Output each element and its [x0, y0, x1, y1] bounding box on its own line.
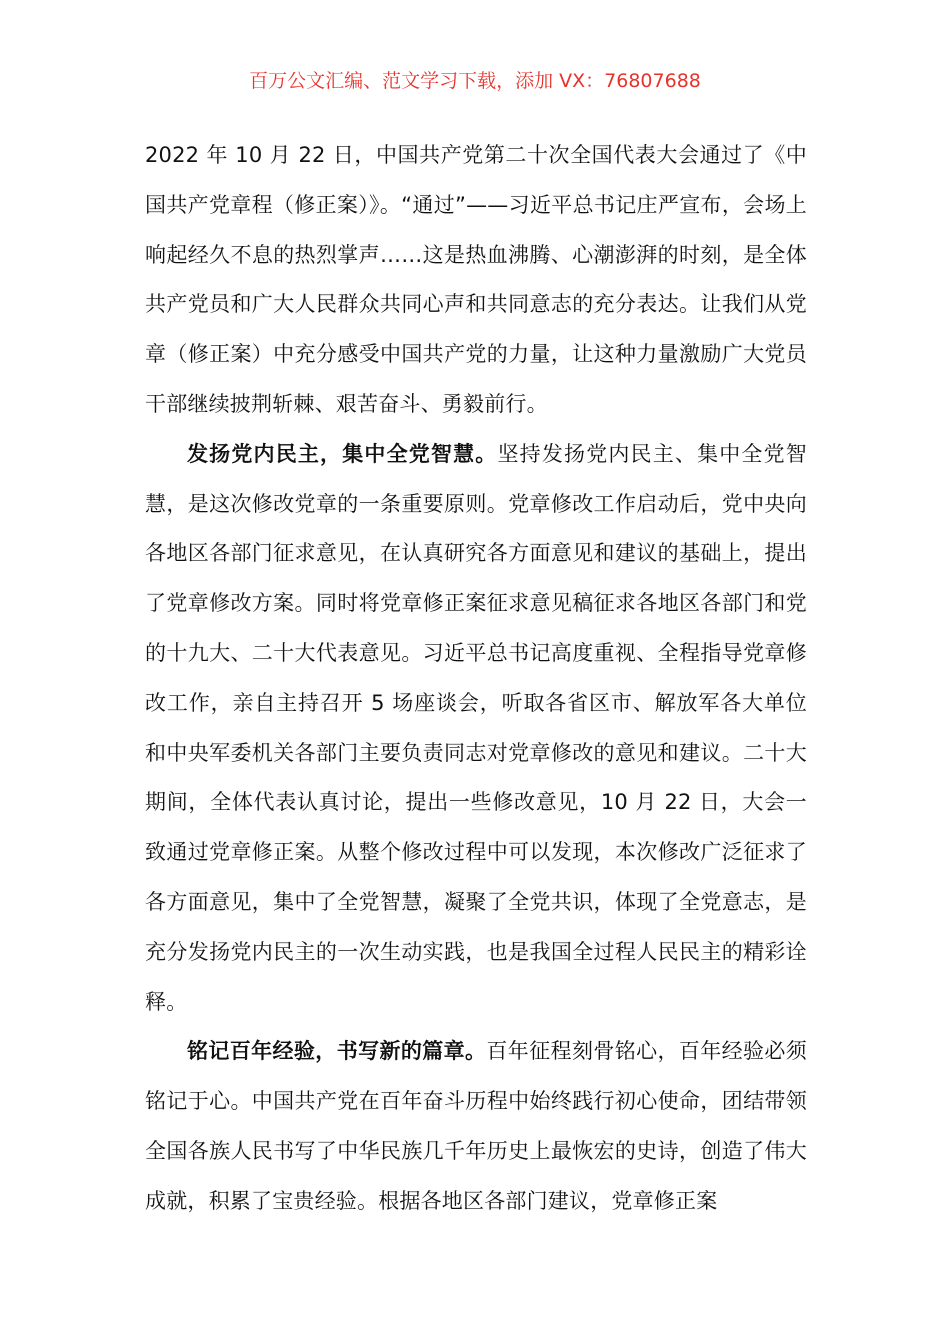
paragraph-lead-heading: 发扬党内民主，集中全党智慧。: [187, 441, 498, 466]
paragraph-party-democracy: [145, 430, 807, 1028]
paragraph-text: 百年征程刻骨铭心，百年经验必须铭记于心。中国共产党在百年奋斗历程中始终践行初心使命，团结带领全国各族人民书写了中华民族几千年历史上最恢宏的史诗，创造了伟大成就，积累了宝贵经验。根据各地区各部门建议，党章修正案: [145, 1039, 807, 1213]
paragraph-century-experience: [145, 1027, 807, 1226]
paragraph-text: 2022 年 10 月 22 日，中国共产党第二十次全国代表大会通过了《中国共产党章程（修正案）》。“通过”——习近平总书记庄严宣布，会场上响起经久不息的热烈掌声……这是热血沸腾、心潮澎湃的时刻，是全体共产党员和广大人民群众共同心声和共同意志的充分表达。让我们从党章（修正案）中充分感受中国共产党的力量，让这种力量激励广大党员干部继续披荆斩棘、艰苦奋斗、勇毅前行。: [145, 143, 807, 416]
paragraph-intro: [145, 131, 807, 430]
watermark-header: 百万公文汇编、范文学习下载，添加 VX：76807688: [249, 70, 701, 92]
paragraph-text: 坚持发扬党内民主、集中全党智慧，是这次修改党章的一条重要原则。党章修改工作启动后，党中央向各地区各部门征求意见，在认真研究各方面意见和建议的基础上，提出了党章修改方案。同时将党章修正案征求意见稿征求各地区各部门和党的十九大、二十大代表意见。习近平总书记高度重视、全程指导党章修改工作，亲自主持召开 5 场座谈会，听取各省区市、解放军各大单位和中央军委机关各部门主要负责同志对党章修改的意见和建议。二十大期间，全体代表认真讨论，提出一些修改意见，10 月 22 日，大会一致通过党章修正案。从整个修改过程中可以发现，本次修改广泛征求了各方面意见，集中了全党智慧，凝聚了全党共识，体现了全党意志，是充分发扬党内民主的一次生动实践，也是我国全过程人民民主的精彩诠释。: [145, 441, 807, 1014]
article-body: [145, 131, 807, 1227]
paragraph-lead-heading: 铭记百年经验，书写新的篇章。: [187, 1039, 487, 1064]
